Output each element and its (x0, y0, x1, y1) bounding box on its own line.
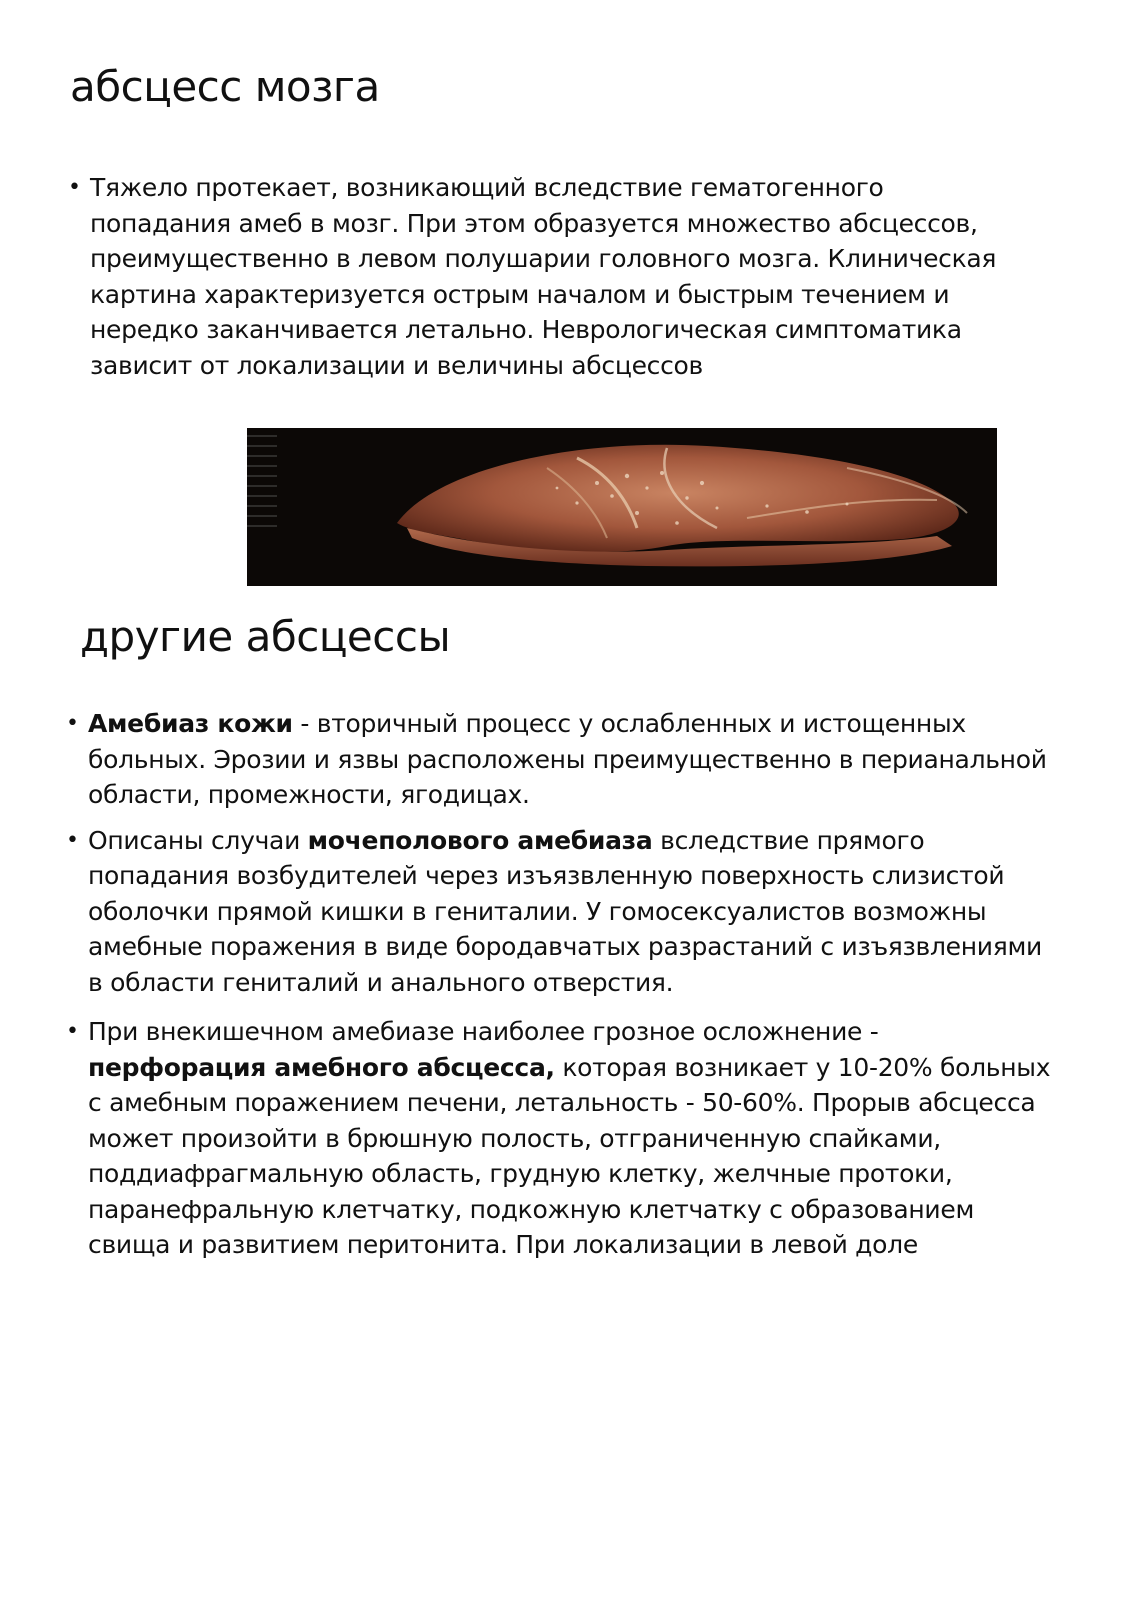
list-item-text: - вторичный процесс у ослабленных и истощенных больных. Эрозии и язвы расположены преимущественно в перианальной области, промежности, ягодицах. (88, 709, 1047, 809)
bold-term: Амебиаз кожи (88, 709, 293, 738)
list-item-text: При внекишечном амебиазе наиболее грозное осложнение - (88, 1017, 879, 1046)
section-title-brain-abscess: абсцесс мозга (70, 62, 380, 111)
list-item (66, 706, 1056, 813)
bold-term: мочеполового амебиаза (307, 825, 653, 855)
list-item (66, 1014, 1056, 1263)
bold-term: перфорация амебного абсцесса, (88, 1052, 555, 1082)
other-abscesses-list (66, 706, 1056, 1273)
section-title-other-abscesses: другие абсцессы (80, 612, 451, 661)
list-item-text: Описаны случаи (88, 825, 308, 855)
list-item (66, 823, 1056, 1001)
list-item: • Тяжело протекает, возникающий вследствие гематогенного попадания амеб в мозг. При этом образуется множество абсцессов, преимущественно в левом полушарии головного мозга. Клиническая картина характеризуется острым началом и быстрым течением и нередко заканчивается летально. Неврологическая симптоматика зависит от локализации и величины абсцессов (68, 170, 1028, 383)
list-item-text: которая возникает у 10-20% больных с амебным поражением печени, летальность - 50-60%. Прорыв абсцесса может произойти в брюшную полость, отграниченную спайками, поддиафрагмальную область, грудную клетку, желчные протоки, паранефральную клетчатку, подкожную клетчатку с образованием свища и развитием перитонита. При локализации в левой доле (88, 1052, 1051, 1259)
brain-abscess-list (68, 170, 1028, 393)
brain-section-photo (247, 428, 997, 586)
list-item-text: вследствие прямого попадания возбудителей через изъязвленную поверхность слизистой оболочки прямой кишки в гениталии. У гомосексуалистов возможны амебные поражения в виде бородавчатых разрастаний с изъязвлениями в области гениталий и анального отверстия. (88, 825, 1042, 997)
